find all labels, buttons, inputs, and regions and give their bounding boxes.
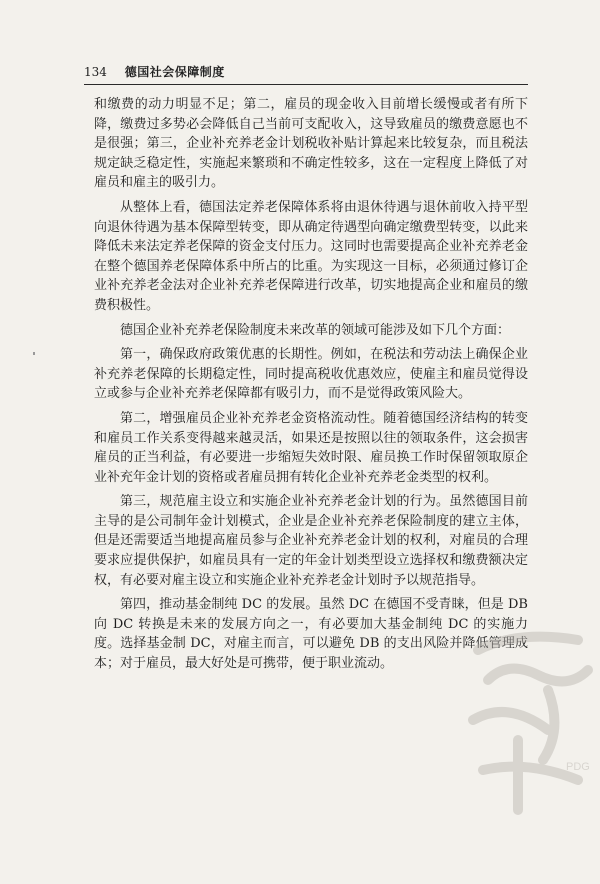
- paragraph: 第一，确保政府政策优惠的长期性。例如，在税法和劳动法上确保企业补充养老保障的长期稳定性，同时提高税收优惠效应，使雇主和雇员觉得设立或参与企业补充养老保障都有吸引力，而不是觉得政策风险大。: [94, 347, 528, 402]
- library-watermark-seal: [448, 620, 598, 840]
- seal-graphic: [448, 620, 598, 840]
- paragraph: 第四，推动基金制纯 DC 的发展。虽然 DC 在德国不受青睐，但是 DB 向 DC 转换是未来的发展方向之一，有必要加大基金制纯 DC 的实施力度。选择基金制 DC，对雇主而言，可以避免 DB 的支出风险并降低管理成本；对于雇员，最大好处是可携带，便于职业流动。: [94, 597, 528, 672]
- page-number: 134: [84, 65, 107, 79]
- scan-speck: [33, 352, 35, 355]
- paragraph: 从整体上看，德国法定养老保障体系将由退休待遇与退休前收入持平型向退休待遇为基本保障型转变，即从确定待遇型向确定缴费型转变，以此来降低未来法定养老保障的资金支付压力。这同时也需要提高企业补充养老金在整个德国养老保障体系中所占的比重。为实现这一目标，必须通过修订企业补充养老金法对企业补充养老保障进行改革，切实地提高企业和雇员的缴费积极性。: [94, 199, 528, 313]
- header-rule: [84, 84, 528, 85]
- running-header: [84, 63, 528, 81]
- book-title: 德国社会保障制度: [124, 65, 225, 79]
- paragraph-continued: 和缴费的动力明显不足；第二，雇员的现金收入目前增长缓慢或者有所下降，缴费过多势必会降低自己当前可支配收入，这导致雇员的缴费意愿也不是很强；第三，企业补充养老金计划税收补贴计算起来比较复杂，而且税法规定缺乏稳定性，实施起来繁琐和不确定性较多，这在一定程度上降低了对雇员和雇主的吸引力。: [94, 97, 528, 191]
- paragraph: 第三，规范雇主设立和实施企业补充养老金计划的行为。虽然德国目前主导的是公司制年金计划模式，企业是企业补充养老保险制度的建立主体，但是还需要适当地提高雇员参与企业补充养老金计划的权利，对雇员的合理要求应提供保护，如雇员具有一定的年金计划类型设立选择权和缴费额决定权，有必要对雇主设立和实施企业补充养老金计划时予以规范指导。: [94, 494, 528, 588]
- paragraph: 第二，增强雇员企业补充养老金资格流动性。随着德国经济结构的转变和雇员工作关系变得越来越灵活，如果还是按照以往的领取条件，这会损害雇员的正当利益，有必要进一步缩短失效时限、雇员换工作时保留领取原企业补充年金计划的资格或者雇员拥有转化企业补充养老金类型的权利。: [94, 410, 528, 485]
- seal-text: PDG: [566, 761, 590, 773]
- body-text: [94, 95, 528, 679]
- paragraph: 德国企业补充养老保险制度未来改革的领域可能涉及如下几个方面：: [120, 322, 511, 338]
